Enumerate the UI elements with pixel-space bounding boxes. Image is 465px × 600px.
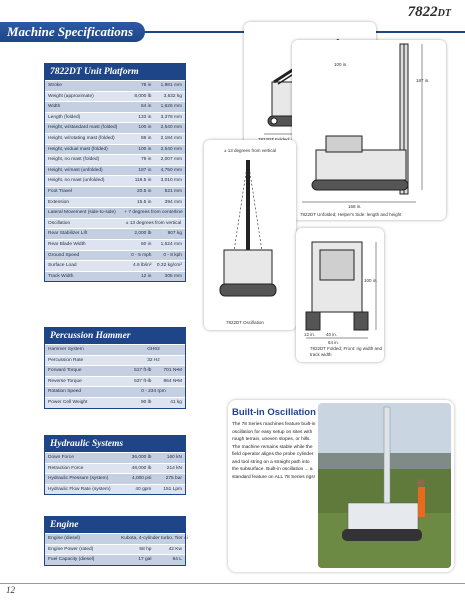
dim-inner: 40 in. [326,332,338,337]
spec-row [45,207,185,218]
spec-value-imperial: 60 in [141,241,152,247]
spec-row [45,533,188,544]
spec-rows [45,344,185,408]
spec-value-metric: 3,632 kg [163,93,182,99]
spec-value-metric: 64 L [172,557,182,563]
spec-value-imperial: 15.5 in [137,199,152,205]
spec-value-metric: 3,010 mm [160,178,182,184]
spec-row [45,80,185,91]
spec-value-metric: 160 kN [166,455,182,460]
spec-row [45,271,185,282]
dim-length: 168 in. [348,204,362,209]
spec-label: Engine (diesel) [48,536,80,541]
spec-value-metric: 1,626 mm [160,104,182,110]
spec-value-metric: 2,184 mm [160,135,182,141]
spec-value-metric: 4,750 mm [160,167,182,173]
spec-label: Height, no mast (folded) [48,157,100,163]
spec-row [45,355,185,366]
spec-row [45,165,185,176]
title-band [0,22,145,42]
spec-value: ± 13 degrees from vertical [125,220,182,226]
dim-height-mast: 100 in. [334,62,348,67]
spec-row [45,484,185,495]
spec-value-imperial: 637 ft-lb [134,378,152,384]
front-diagram [296,228,384,362]
rig-in-field-photo [318,403,451,568]
panel-title: Engine [45,517,185,533]
spec-value-metric: 305 mm [164,273,182,279]
spec-value-metric: 214 kN [166,465,182,471]
spec-row [45,144,185,155]
spec-row [45,154,185,165]
spec-label: Hammer System [48,347,84,352]
spec-row [45,133,185,144]
spec-label: Reverse Torque [48,378,82,384]
spec-label: Power Cell Weight [48,399,88,405]
panel-title: Percussion Hammer [45,328,185,344]
spec-label: Stroke [48,83,62,88]
spec-label: Fuel Capacity (diesel) [48,557,95,563]
engine-panel [44,516,186,566]
spec-value-imperial: 517 ft-lb [134,368,152,374]
spec-value-metric: 701 N•M [163,368,182,374]
spec-label: Rear Blade Width [48,241,86,247]
field-photo [318,403,451,568]
unit-platform-panel [44,63,186,282]
spec-label: Percussion Rate [48,357,84,363]
spec-row [45,91,185,102]
spec-value-imperial: 79 in [141,157,152,163]
spec-value-imperial: 36,000 lb [131,455,152,460]
spec-value: + 7 degrees from centerline [124,210,183,216]
spec-label: Rotation Speed [48,389,82,395]
spec-label: Oscillation [48,220,71,226]
spec-value-imperial: 64 in [141,104,152,110]
rig-front-drawing [296,228,384,362]
spec-value: GH63 [147,347,160,352]
spec-label: Hydraulic Pressure (system) [48,476,109,482]
spec-rows [45,80,185,281]
spec-value-imperial: 58 hp [139,546,152,552]
spec-label: Foot Travel [48,188,72,194]
spec-label: Track Width [48,273,74,279]
spec-value-metric: 2,540 mm [160,146,182,152]
model-label: 7822DT [407,4,451,20]
spec-row [45,386,185,397]
diagram-caption: 7822DT Unfolded; Helper's Side: length and height [300,212,402,217]
spec-label: Forward Torque [48,368,82,374]
spec-row [45,365,185,376]
spec-row [45,554,185,565]
spec-value-imperial: 20.5 in [137,188,152,194]
spec-value-metric: 2,540 mm [160,125,182,131]
spec-value-metric: 864 N•M [163,378,182,384]
diagram-caption: 7822DT Folded; Front: rig width and track width [310,346,382,357]
spec-value: Kubota, 4-cylinder turbo, Tier 4i [121,536,188,541]
spec-value-imperial: 2,000 lb [134,231,152,237]
oscillation-diagram [204,140,296,330]
oscillation-text: The 78 Series machines feature built-in oscillation for easy setup on sites with rough terrain, uneven slopes, or hills. The machine remains stable while the field operator aligns the probe cylinder and tool string on a straight path into the subsurface. Built-in oscillation ... a standard feature on ALL 78 Series rigs! [232,422,316,480]
spec-label: Lateral Movement (side-to-side) [48,210,116,216]
spec-label: Width [48,104,61,110]
spec-value-imperial: 4,000 psi [131,476,152,482]
spec-value-imperial: 48,000 lb [131,465,152,471]
oscillation-angle: ± 13 degrees from vertical [224,148,276,153]
percussion-hammer-panel [44,327,186,409]
spec-value-metric: 1,981 mm [160,83,182,88]
spec-value-imperial: 40 gpm [135,486,152,492]
spec-row [45,473,185,484]
footer-rule [0,583,465,584]
spec-value-metric: 0.32 kg/cm² [156,263,182,269]
spec-label: Height, w/standard mast (folded) [48,125,118,131]
spec-row [45,452,185,463]
spec-label: Hydraulic Flow Rate (system) [48,486,111,492]
spec-value-imperial: 12 in [141,273,152,279]
dim-track: 12 in. [304,332,316,337]
hydraulic-systems-panel [44,435,186,495]
spec-value-metric: 907 kg [167,231,182,237]
spec-row [45,397,185,408]
spec-value-imperial: 17 gal [138,557,152,563]
spec-label: Extension [48,199,70,205]
panel-title: Hydraulic Systems [45,436,185,452]
spec-rows [45,452,185,494]
dim-height: 187 in. [416,78,430,83]
oscillation-title: Built-in Oscillation [232,407,316,418]
spec-row [45,260,185,271]
spec-value-imperial: 100 in [138,125,152,131]
spec-value-imperial: 90 lb [141,399,152,405]
spec-value-imperial: 0 - 5 mph [131,252,152,258]
spec-row [45,544,185,555]
spec-value-metric: 521 mm [164,188,182,194]
spec-label: Rear Stabilizer Lift [48,231,88,237]
rig-unfolded-side-drawing [292,40,446,220]
spec-row [45,250,185,261]
spec-label: Weight (approximate) [48,93,94,99]
spec-value-imperial: 133 in [138,114,152,120]
spec-value-metric: 151 Lpm [163,486,182,492]
dim-width: 64 in. [328,340,340,345]
spec-value-imperial: 78 in [141,83,152,88]
spec-value-metric: 41 kg [170,399,182,405]
spec-row [45,239,185,250]
spec-label: Surface Load [48,263,77,269]
spec-value-imperial: 118.5 in [134,178,152,184]
spec-value-metric: 0 - 8 kph [163,252,182,258]
spec-label: Down Force [48,455,74,460]
spec-value-metric: 275 bar [165,476,182,482]
spec-row [45,101,185,112]
spec-value-imperial: 8,000 lb [134,93,152,99]
spec-row [45,197,185,208]
spec-row [45,112,185,123]
spec-row [45,122,185,133]
spec-value-metric: 3,378 mm [160,114,182,120]
spec-row [45,228,185,239]
spec-rows [45,533,188,565]
spec-value: 32 Hz [147,357,160,363]
spec-label: Length (folded) [48,114,81,120]
spec-label: Height, w/mast (unfolded) [48,167,103,173]
diagram-caption: 7822DT Oscillation [226,320,264,325]
spec-row [45,175,185,186]
spec-value-imperial: 187 in [138,167,152,173]
spec-value-metric: 42 Kw [168,546,182,552]
spec-value-metric: 1,524 mm [160,241,182,247]
unfolded-side-diagram [292,40,446,220]
spec-label: Height, w/rotating mast (folded) [48,135,115,141]
spec-value-imperial: 86 in [141,135,152,141]
page-number: 12 [6,585,15,595]
spec-label: Height, w/dual mast (folded) [48,146,108,152]
panel-title: 7822DT Unit Platform [45,64,185,80]
spec-value: 0 - 234 rpm [141,389,166,395]
spec-row [45,218,185,229]
spec-label: Ground Speed [48,252,80,258]
spec-label: Retraction Force [48,465,84,471]
rig-oscillation-drawing [204,140,296,330]
spec-value-imperial: 4.6 lb/in² [133,263,152,269]
spec-label: Engine Power (rated) [48,546,94,552]
dim-height: 100 in. [364,278,378,283]
spec-value-metric: 2,007 mm [160,157,182,163]
page-title: Machine Specifications [7,24,134,39]
spec-label: Height, no mast (unfolded) [48,178,105,184]
spec-row [45,344,185,355]
spec-value-imperial: 100 in [138,146,152,152]
spec-row [45,186,185,197]
spec-row [45,463,185,474]
spec-row [45,376,185,387]
spec-value-metric: 394 mm [164,199,182,205]
